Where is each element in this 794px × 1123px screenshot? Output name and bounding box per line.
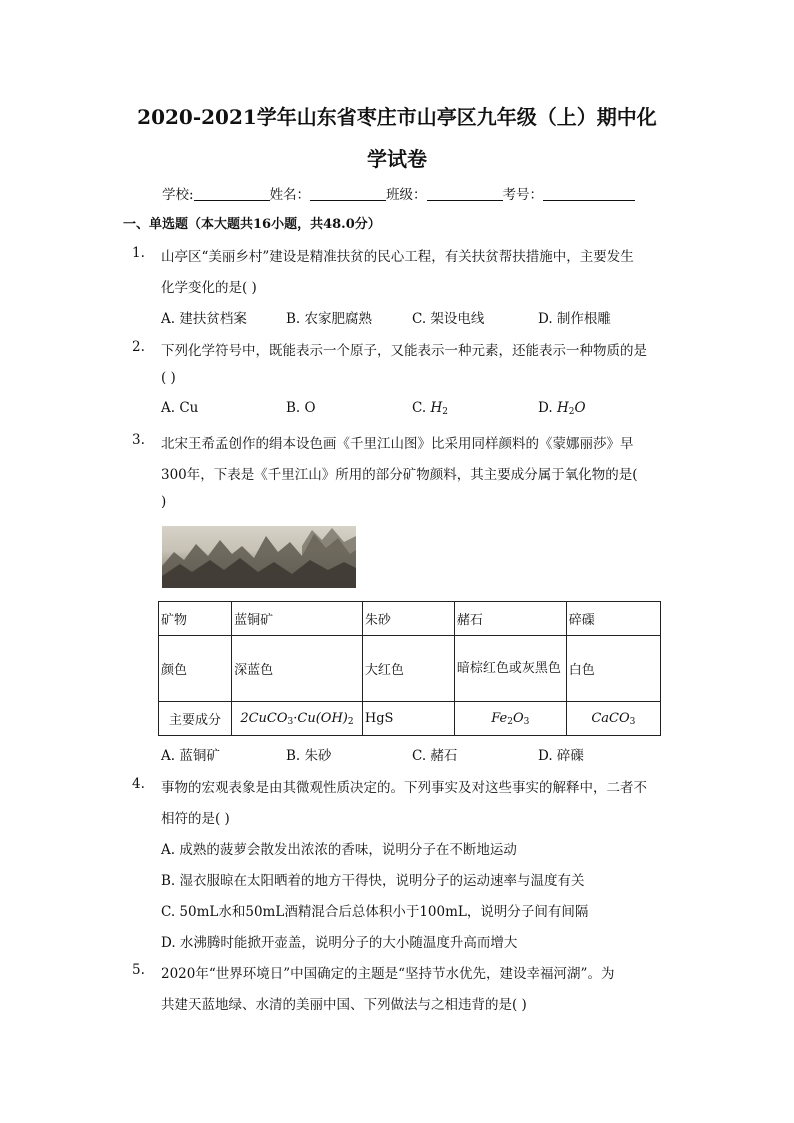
formula-symbol: O [574,400,586,416]
student-info-row [162,183,635,203]
table-cell: 大红色 [362,636,454,702]
mineral-table [158,601,661,736]
formula-azurite [240,711,353,726]
option-a[interactable]: A. Cu [161,400,199,416]
question-number: 3. [132,432,145,448]
question-text: 共建天蓝地绿、水清的美丽中国、下列做法与之相违背的是( ) [161,997,527,1013]
table-cell: 蓝铜矿 [232,602,363,636]
table-cell: HgS [362,702,454,736]
school-blank[interactable] [194,186,270,201]
option-b[interactable]: B. 农家肥腐熟 [286,311,373,327]
formula-subscript: 2 [507,716,513,727]
name-blank[interactable] [310,186,386,201]
number-label: 考号： [502,187,544,203]
formula-part: O [512,710,524,726]
table-cell: 主要成分 [159,702,232,736]
formula-calcite [591,711,635,726]
table-cell: 赭石 [454,602,566,636]
mountain-landscape [162,526,356,588]
table-cell: 暗棕红色或灰黑色 [454,636,566,702]
formula-h2 [430,400,448,416]
exam-title-line1: 2020-2021学年山东省枣庄市山亭区九年级（上）期中化 [137,105,657,129]
formula-subscript: 3 [629,716,636,727]
class-blank[interactable] [427,186,503,201]
formula-part: 2CuCO [240,710,288,726]
question-text: 相符的是( ) [161,811,230,827]
table-cell: 深蓝色 [232,636,363,702]
formula-subscript: 2 [442,407,448,417]
question-text: 300年，下表是《千里江山》所用的部分矿物颜料，其主要成分属于氧化物的是( [161,467,638,483]
formula-part: ·Cu(OH) [293,710,348,726]
option-c[interactable]: C. 赭石 [412,748,458,764]
formula-h2o [557,400,586,416]
name-label: 姓名： [269,187,311,203]
formula-subscript: 2 [568,407,575,417]
question-text: ) [161,494,167,510]
question-number: 1. [132,245,145,261]
formula-subscript: 2 [347,716,354,727]
option-c[interactable]: C. $H_2$ [412,400,448,417]
formula-subscript: 3 [523,716,530,727]
table-row [159,602,661,636]
table-cell: 朱砂 [362,602,454,636]
table-cell: 碎磲 [566,602,660,636]
formula-subscript: 3 [287,716,294,727]
option-d[interactable]: D. 碎磲 [538,748,584,764]
formula-hematite [491,711,529,726]
table-cell: 矿物 [159,602,232,636]
question-text: 下列化学符号中，既能表示一个原子，又能表示一种元素，还能表示一种物质的是 [161,343,647,359]
formula-symbol: H [430,400,443,416]
option-b[interactable]: B. 湿衣服晾在太阳晒着的地方干得快，说明分子的运动速率与温度有关 [161,873,585,889]
option-a[interactable]: A. 建扶贫档案 [161,311,247,327]
table-cell [454,702,566,736]
formula-part: CaCO [591,710,630,726]
table-cell: 白色 [566,636,660,702]
option-c[interactable]: C. 50mL水和50mL酒精混合后总体积小于100mL，说明分子间有间隔 [161,904,589,920]
question-text: 2020年“世界环境日”中国确定的主题是“坚持节水优先，建设幸福河湖”。为 [161,966,615,982]
question-number: 4. [132,776,145,792]
table-row [159,636,661,702]
table-cell [232,702,363,736]
table-row [159,702,661,736]
formula-symbol: H [556,400,569,416]
option-a[interactable]: A. 蓝铜矿 [161,748,220,764]
section-heading: 一、单选题（本大题共16小题，共48.0分） [123,217,381,232]
question-text: 山亭区“美丽乡村”建设是精准扶贫的民心工程，有关扶贫帮扶措施中，主要发生 [161,249,634,265]
option-a[interactable]: A. 成熟的菠萝会散发出浓浓的香味，说明分子在不断地运动 [161,842,517,858]
question-number: 5. [132,962,145,978]
question-text: ( ) [161,370,176,386]
school-label: 学校: [162,187,194,203]
option-d[interactable]: D. 水沸腾时能掀开壶盖，说明分子的大小随温度升高而增大 [161,935,518,951]
question-text: 事物的宏观表象是由其微观性质决定的。下列事实及对这些事实的解释中，二者不 [161,780,647,796]
table-cell [566,702,660,736]
question-number: 2. [132,339,145,355]
class-label: 班级： [386,187,427,203]
formula-part: Fe [491,710,508,726]
option-d[interactable]: D. 制作根雕 [538,311,611,327]
number-blank[interactable] [543,186,635,201]
landscape-painting-icon [162,526,356,588]
question-text: 化学变化的是( ) [161,280,257,296]
option-c[interactable]: C. 架设电线 [412,311,485,327]
option-b[interactable]: B. 朱砂 [286,748,332,764]
question-text: 北宋王希孟创作的绢本设色画《千里江山图》比采用同样颜料的《蒙娜丽莎》早 [161,436,634,452]
table-cell: 颜色 [159,636,232,702]
exam-title-line2: 学试卷 [367,147,427,171]
option-b[interactable]: B. O [286,400,316,416]
option-d[interactable]: D. $H_2O$ [538,400,586,417]
